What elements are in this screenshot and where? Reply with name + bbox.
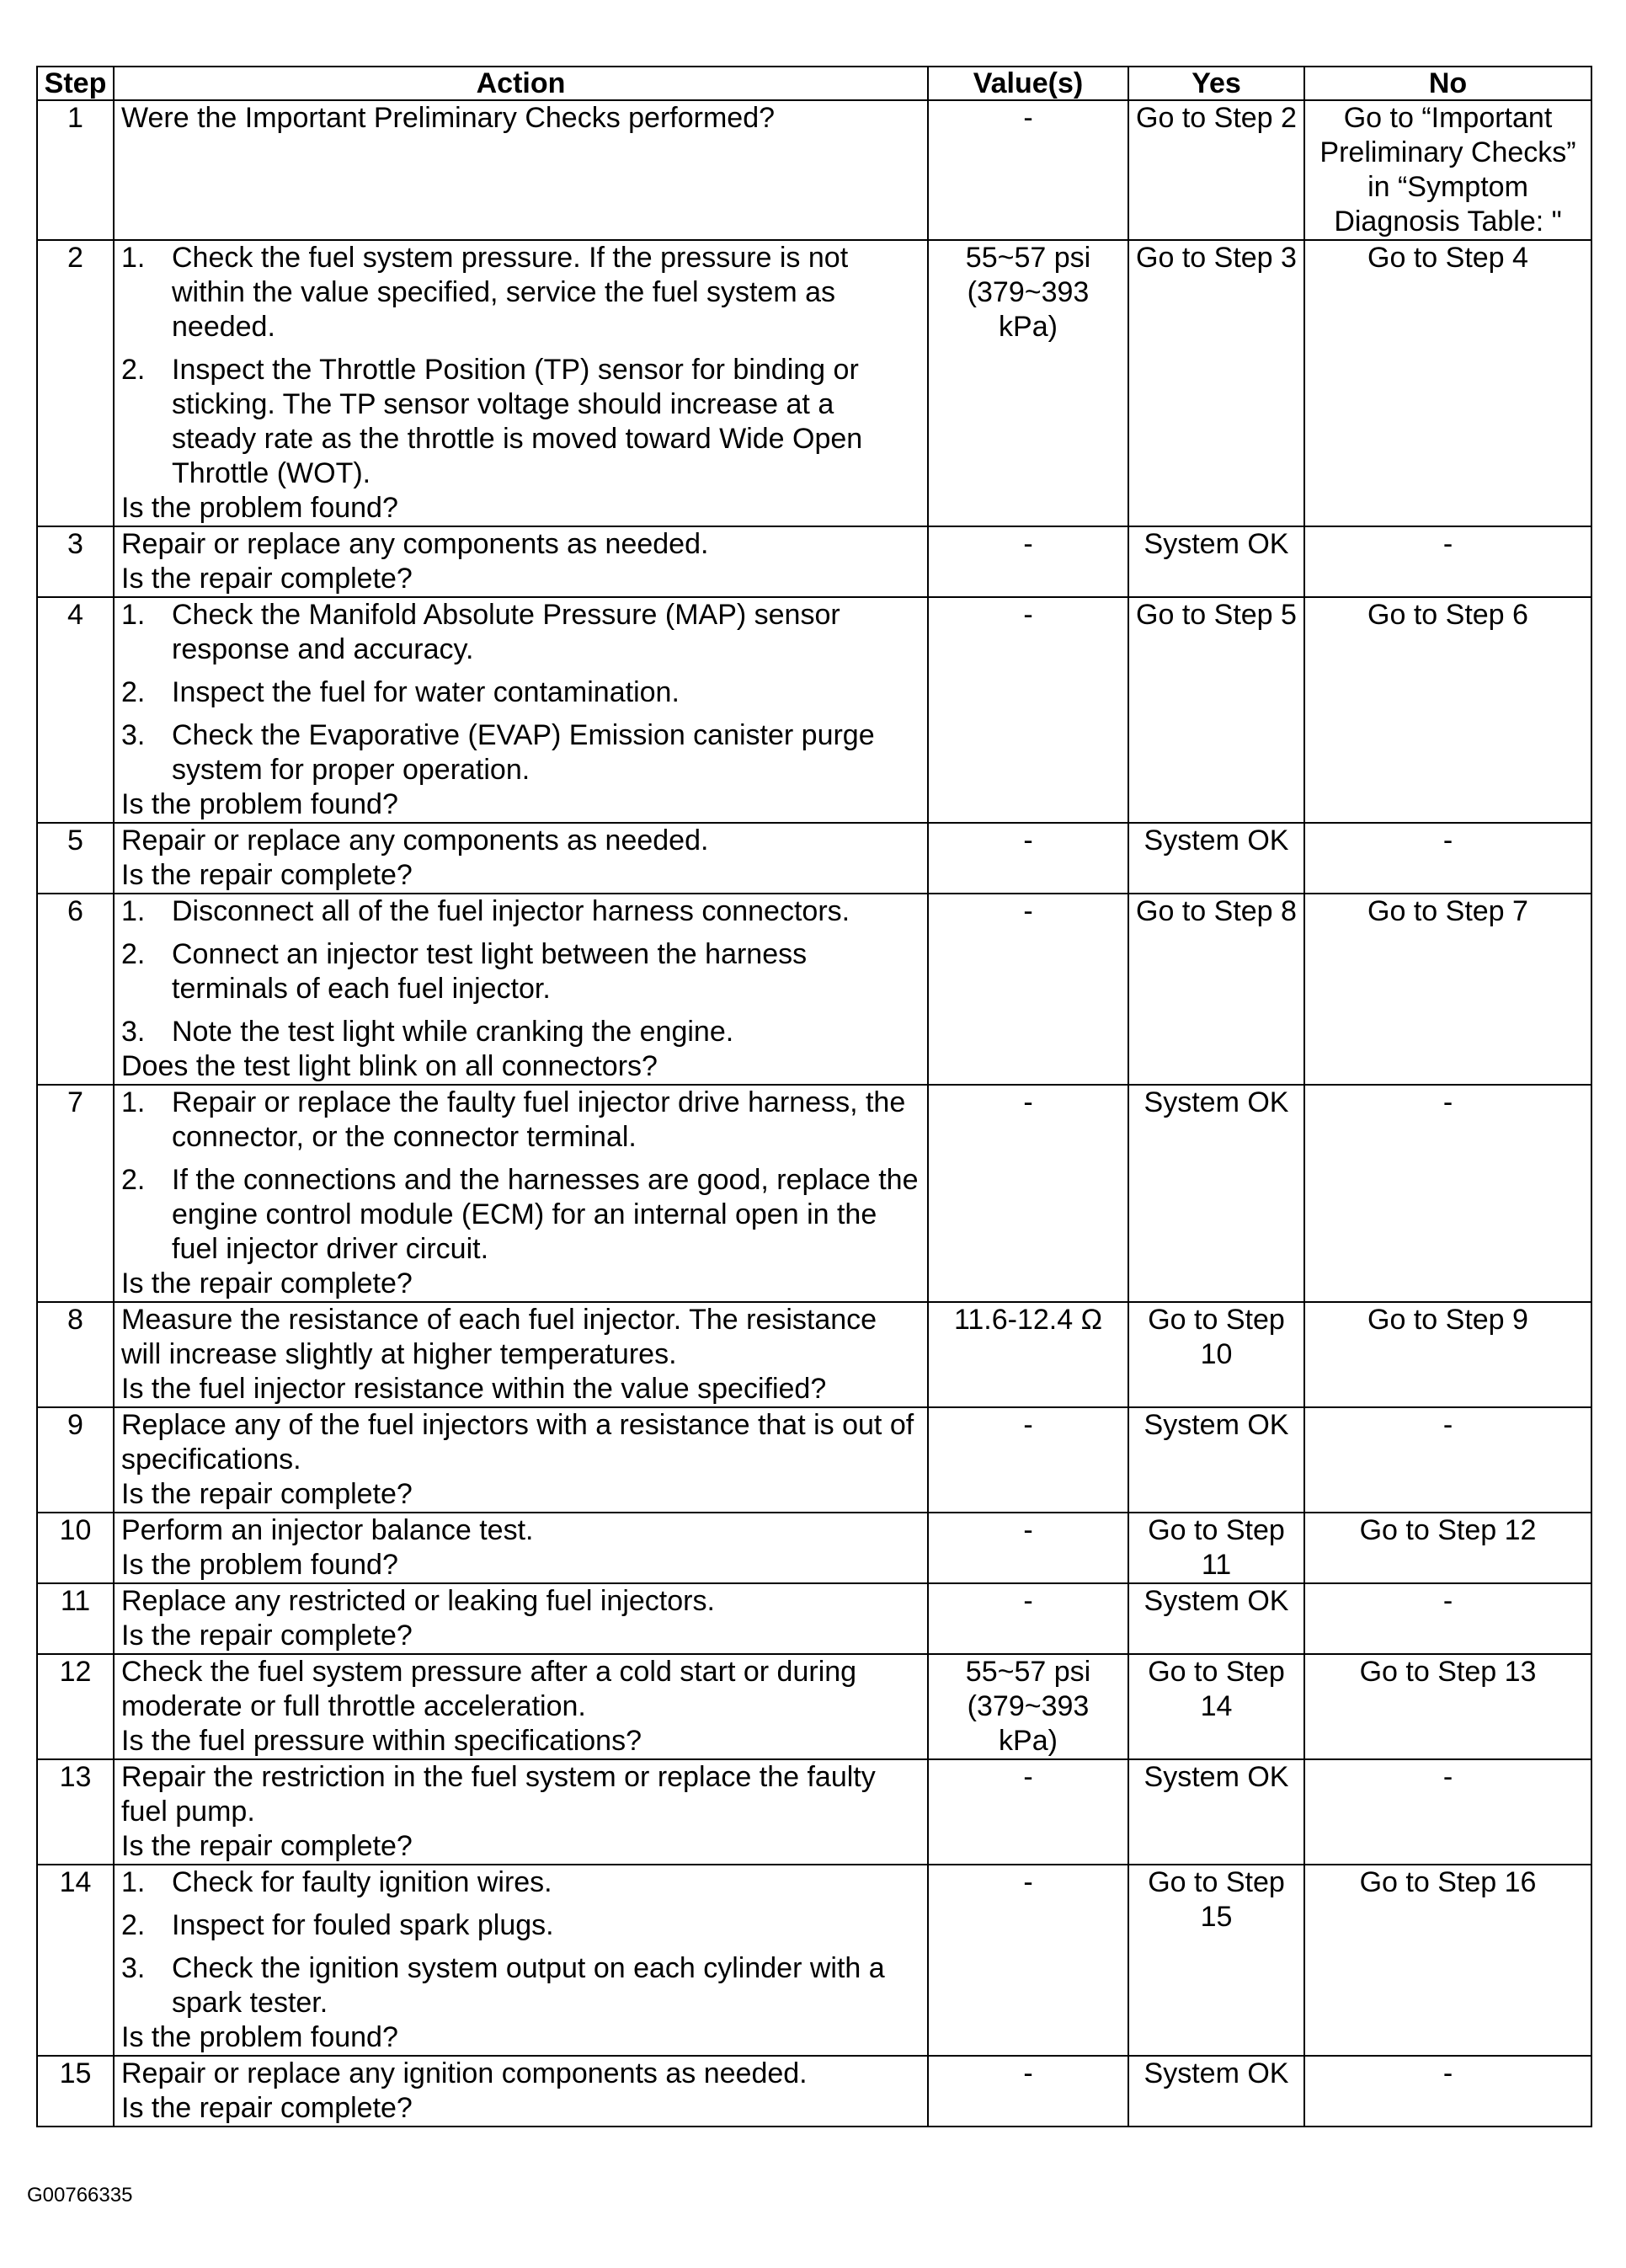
action-step-number: 1. [121, 1866, 146, 1898]
action-step-number: 1. [121, 1086, 146, 1118]
no-cell: - [1304, 1583, 1591, 1654]
yes-cell: System OK [1128, 526, 1304, 597]
table-row [37, 240, 1591, 526]
step-number: 2 [37, 240, 114, 526]
action-step-item [121, 894, 920, 929]
value-cell: - [928, 597, 1128, 823]
action-cell [114, 1759, 928, 1865]
action-step-text: Check for faulty ignition wires. [172, 1866, 552, 1898]
diagnostic-table [36, 66, 1592, 2127]
action-text: Is the fuel pressure within specifications? [121, 1725, 642, 1757]
value-cell: - [928, 1759, 1128, 1865]
action-step-text: Check the ignition system output on each cylinder with a spark tester. [172, 1952, 885, 2019]
table-row [37, 1865, 1591, 2056]
action-step-number: 1. [121, 242, 146, 274]
action-text: Replace any restricted or leaking fuel injectors. [121, 1585, 715, 1617]
action-text: Is the repair complete? [121, 859, 413, 891]
action-cell [114, 1085, 928, 1302]
action-steps-list [121, 1865, 920, 2020]
action-steps-list [121, 598, 920, 787]
action-step-text: Check the fuel system pressure. If the pressure is not within the value specified, service the fuel system as needed. [172, 242, 849, 343]
value-cell: - [928, 2056, 1128, 2127]
action-text: Is the repair complete? [121, 563, 413, 595]
value-cell: 11.6-12.4 Ω [928, 1302, 1128, 1407]
header-step: Step [37, 67, 114, 100]
action-step-item [121, 1951, 920, 2020]
header-yes: Yes [1128, 67, 1304, 100]
yes-cell: System OK [1128, 2056, 1304, 2127]
yes-cell: Go to Step 11 [1128, 1513, 1304, 1583]
action-step-text: Disconnect all of the fuel injector harness connectors. [172, 895, 850, 927]
action-steps-list [121, 241, 920, 491]
action-step-number: 2. [121, 354, 146, 386]
action-step-item [121, 1086, 920, 1155]
action-step-text: Inspect the fuel for water contamination. [172, 676, 680, 708]
action-text: Replace any of the fuel injectors with a resistance that is out of specifications. [121, 1409, 914, 1476]
table-row [37, 1654, 1591, 1759]
value-cell: - [928, 1583, 1128, 1654]
action-cell [114, 1583, 928, 1654]
table-row [37, 100, 1591, 240]
action-cell [114, 1302, 928, 1407]
value-cell: - [928, 894, 1128, 1085]
action-text: Is the repair complete? [121, 1267, 413, 1299]
table-row [37, 526, 1591, 597]
action-step-item [121, 598, 920, 667]
header-action: Action [114, 67, 928, 100]
yes-cell: System OK [1128, 1407, 1304, 1513]
action-text: Is the repair complete? [121, 1478, 413, 1510]
step-number: 14 [37, 1865, 114, 2056]
action-text: Does the test light blink on all connectors? [121, 1050, 658, 1082]
action-text: Check the fuel system pressure after a cold start or during moderate or full throttle acceleration. [121, 1656, 857, 1722]
action-step-text: Check the Manifold Absolute Pressure (MAP) sensor response and accuracy. [172, 599, 840, 665]
action-step-text: Repair or replace the faulty fuel injector drive harness, the connector, or the connector terminal. [172, 1086, 906, 1153]
step-number: 7 [37, 1085, 114, 1302]
action-cell [114, 823, 928, 894]
yes-cell: System OK [1128, 1583, 1304, 1654]
no-cell: Go to Step 7 [1304, 894, 1591, 1085]
action-step-number: 2. [121, 938, 146, 970]
action-step-item [121, 353, 920, 491]
no-cell: Go to Step 9 [1304, 1302, 1591, 1407]
action-text: Repair or replace any components as needed. [121, 528, 709, 560]
step-number: 10 [37, 1513, 114, 1583]
table-row [37, 1583, 1591, 1654]
action-cell [114, 526, 928, 597]
action-step-text: Connect an injector test light between the harness terminals of each fuel injector. [172, 938, 808, 1005]
table-row [37, 597, 1591, 823]
yes-cell: Go to Step 10 [1128, 1302, 1304, 1407]
action-cell [114, 1513, 928, 1583]
action-cell [114, 240, 928, 526]
action-step-number: 1. [121, 599, 146, 631]
action-steps-list [121, 894, 920, 1049]
value-cell: - [928, 823, 1128, 894]
action-cell [114, 2056, 928, 2127]
action-step-number: 2. [121, 676, 146, 708]
action-step-number: 3. [121, 1952, 146, 1984]
value-cell: - [928, 1085, 1128, 1302]
header-no: No [1304, 67, 1591, 100]
no-cell: Go to Step 6 [1304, 597, 1591, 823]
action-cell [114, 1407, 928, 1513]
action-text: Is the problem found? [121, 492, 398, 524]
action-step-text: Check the Evaporative (EVAP) Emission canister purge system for proper operation. [172, 719, 875, 786]
step-number: 3 [37, 526, 114, 597]
no-cell: - [1304, 526, 1591, 597]
step-number: 12 [37, 1654, 114, 1759]
value-cell: - [928, 1407, 1128, 1513]
action-step-item [121, 718, 920, 787]
action-step-text: Inspect for fouled spark plugs. [172, 1909, 554, 1941]
action-cell [114, 1865, 928, 2056]
yes-cell: Go to Step 2 [1128, 100, 1304, 240]
action-text: Is the repair complete? [121, 2092, 413, 2124]
value-cell: - [928, 1865, 1128, 2056]
no-cell: Go to “Important Preliminary Checks” in “Symptom Diagnosis Table: " [1304, 100, 1591, 240]
action-text: Measure the resistance of each fuel injector. The resistance will increase slightly at higher temperatures. [121, 1304, 877, 1370]
action-text: Is the problem found? [121, 2021, 398, 2053]
action-text: Repair the restriction in the fuel system or replace the faulty fuel pump. [121, 1761, 876, 1828]
action-text: Is the repair complete? [121, 1830, 413, 1862]
action-text: Repair or replace any components as needed. [121, 824, 709, 857]
action-text: Is the repair complete? [121, 1620, 413, 1652]
value-cell: 55~57 psi (379~393 kPa) [928, 1654, 1128, 1759]
action-step-text: If the connections and the harnesses are good, replace the engine control module (ECM) for an internal open in the fuel injector driver circuit. [172, 1164, 919, 1265]
no-cell: Go to Step 13 [1304, 1654, 1591, 1759]
no-cell: - [1304, 1085, 1591, 1302]
action-step-number: 2. [121, 1909, 146, 1941]
value-cell: 55~57 psi (379~393 kPa) [928, 240, 1128, 526]
document-code: G00766335 [27, 2184, 133, 2207]
action-steps-list [121, 1086, 920, 1267]
table-row [37, 823, 1591, 894]
action-step-item [121, 1015, 920, 1049]
no-cell: - [1304, 823, 1591, 894]
step-number: 6 [37, 894, 114, 1085]
yes-cell: System OK [1128, 1759, 1304, 1865]
action-step-item [121, 1163, 920, 1267]
yes-cell: Go to Step 14 [1128, 1654, 1304, 1759]
action-text: Is the problem found? [121, 788, 398, 820]
no-cell: Go to Step 4 [1304, 240, 1591, 526]
table-row [37, 1085, 1591, 1302]
table-row [37, 1302, 1591, 1407]
yes-cell: Go to Step 5 [1128, 597, 1304, 823]
table-header-row [37, 67, 1591, 100]
value-cell: - [928, 1513, 1128, 1583]
action-step-text: Note the test light while cranking the engine. [172, 1016, 734, 1048]
action-step-item [121, 675, 920, 710]
table-row [37, 1407, 1591, 1513]
step-number: 8 [37, 1302, 114, 1407]
yes-cell: System OK [1128, 823, 1304, 894]
action-cell [114, 597, 928, 823]
no-cell: Go to Step 16 [1304, 1865, 1591, 2056]
yes-cell: System OK [1128, 1085, 1304, 1302]
action-cell [114, 100, 928, 240]
action-step-text: Inspect the Throttle Position (TP) sensor for binding or sticking. The TP sensor voltage should increase at a steady rate as the throttle is moved toward Wide Open Throttle (WOT). [172, 354, 863, 489]
table-body [37, 100, 1591, 2127]
action-text: Is the problem found? [121, 1549, 398, 1581]
no-cell: - [1304, 1407, 1591, 1513]
value-cell: - [928, 100, 1128, 240]
action-text: Is the fuel injector resistance within the value specified? [121, 1373, 827, 1405]
step-number: 4 [37, 597, 114, 823]
action-text: Perform an injector balance test. [121, 1514, 534, 1546]
action-cell [114, 894, 928, 1085]
no-cell: - [1304, 1759, 1591, 1865]
action-cell [114, 1654, 928, 1759]
header-values: Value(s) [928, 67, 1128, 100]
table-row [37, 894, 1591, 1085]
step-number: 9 [37, 1407, 114, 1513]
no-cell: - [1304, 2056, 1591, 2127]
action-step-number: 1. [121, 895, 146, 927]
table-row [37, 2056, 1591, 2127]
yes-cell: Go to Step 15 [1128, 1865, 1304, 2056]
yes-cell: Go to Step 8 [1128, 894, 1304, 1085]
step-number: 15 [37, 2056, 114, 2127]
action-step-item [121, 1908, 920, 1943]
value-cell: - [928, 526, 1128, 597]
action-text: Repair or replace any ignition components as needed. [121, 2057, 808, 2089]
action-step-number: 2. [121, 1164, 146, 1196]
action-step-item [121, 1865, 920, 1900]
yes-cell: Go to Step 3 [1128, 240, 1304, 526]
action-text: Were the Important Preliminary Checks performed? [121, 102, 776, 134]
step-number: 1 [37, 100, 114, 240]
table-row [37, 1513, 1591, 1583]
step-number: 5 [37, 823, 114, 894]
action-step-item [121, 241, 920, 344]
action-step-item [121, 937, 920, 1006]
step-number: 11 [37, 1583, 114, 1654]
no-cell: Go to Step 12 [1304, 1513, 1591, 1583]
action-step-number: 3. [121, 1016, 146, 1048]
step-number: 13 [37, 1759, 114, 1865]
action-step-number: 3. [121, 719, 146, 751]
table-row [37, 1759, 1591, 1865]
